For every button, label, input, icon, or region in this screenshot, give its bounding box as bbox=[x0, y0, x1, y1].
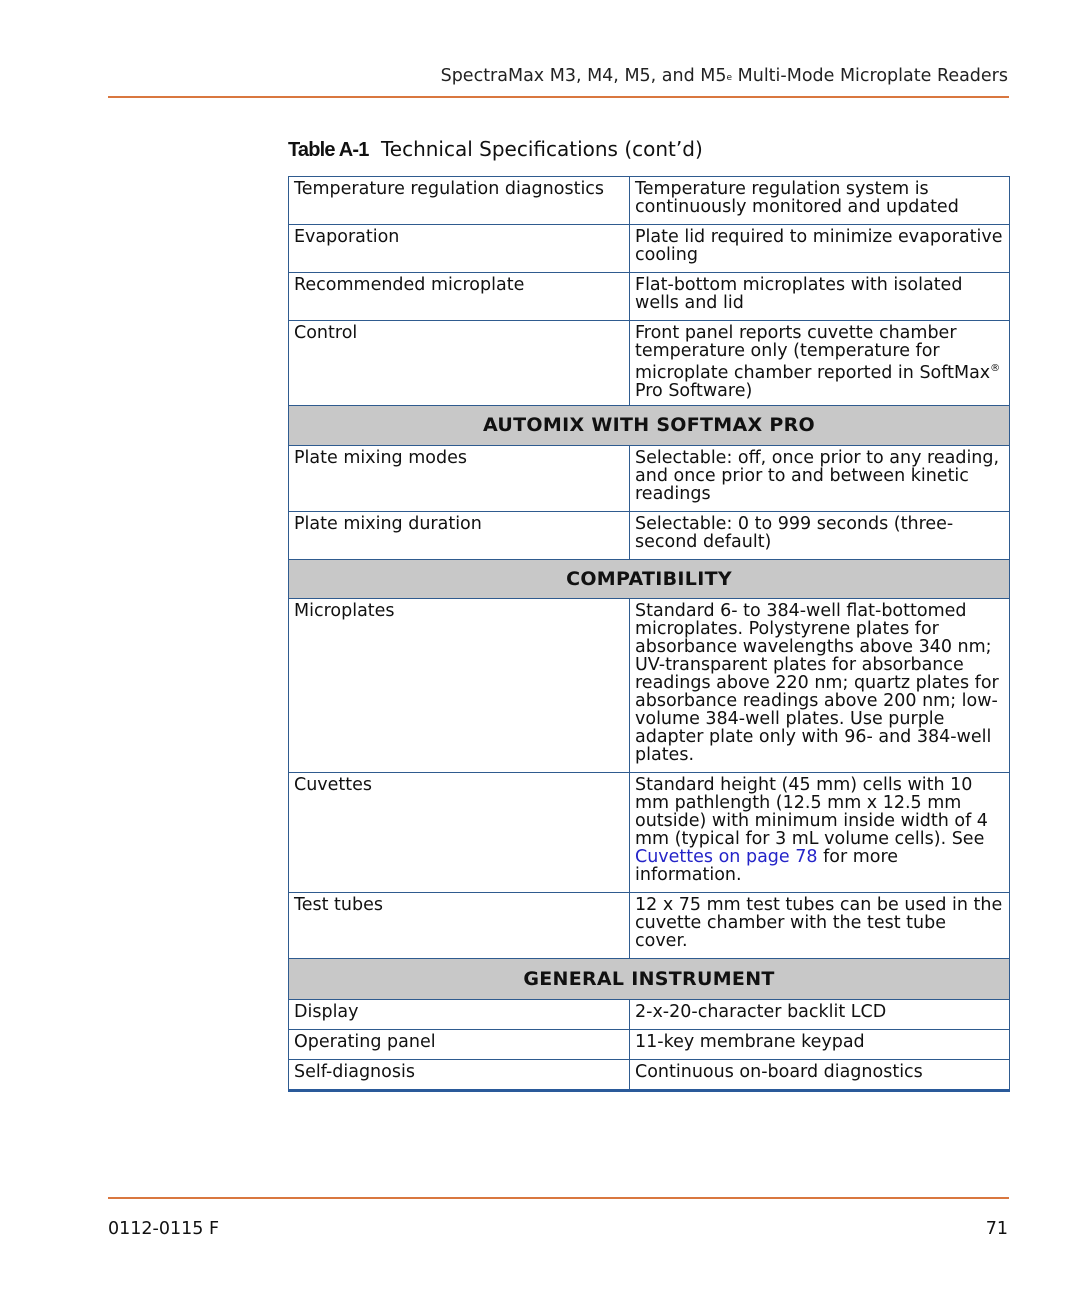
spec-label: Plate mixing duration bbox=[289, 511, 630, 559]
spec-label: Operating panel bbox=[289, 1029, 630, 1059]
spec-label: Microplates bbox=[289, 598, 630, 772]
spec-table bbox=[288, 176, 1010, 1092]
table-caption bbox=[288, 137, 703, 162]
spec-value bbox=[630, 321, 1010, 406]
table-row bbox=[289, 892, 1010, 958]
spec-value: Selectable: 0 to 999 seconds (three-second default) bbox=[630, 511, 1010, 559]
table-caption-title: Technical Specifications (cont’d) bbox=[380, 137, 703, 161]
document-number: 0112-0115 F bbox=[108, 1219, 220, 1239]
spec-value: Temperature regulation system is continuously monitored and updated bbox=[630, 177, 1010, 225]
cuvettes-page-link[interactable]: Cuvettes on page 78 bbox=[635, 846, 818, 867]
header-rule bbox=[108, 96, 1009, 98]
table-row bbox=[289, 1059, 1010, 1090]
table-row bbox=[289, 999, 1010, 1029]
table-caption-label: Table A-1 bbox=[288, 139, 369, 161]
page-number: 71 bbox=[985, 1219, 1008, 1239]
spec-label: Temperature regulation diagnostics bbox=[289, 177, 630, 225]
spec-value-text: Pro Software) bbox=[635, 380, 753, 401]
running-header bbox=[441, 66, 1008, 86]
spec-value bbox=[630, 772, 1010, 892]
header-title-rest: Multi-Mode Microplate Readers bbox=[732, 66, 1008, 86]
spec-value: Selectable: off, once prior to any reading, and once prior to and between kinetic readings bbox=[630, 445, 1010, 511]
spec-value-text: for more information. bbox=[635, 846, 899, 885]
spec-value: 11-key membrane keypad bbox=[630, 1029, 1010, 1059]
table-row bbox=[289, 511, 1010, 559]
header-title-main: SpectraMax M3, M4, M5, and M5 bbox=[440, 66, 727, 86]
section-title: GENERAL INSTRUMENT bbox=[289, 958, 1010, 999]
spec-label: Evaporation bbox=[289, 225, 630, 273]
spec-label: Plate mixing modes bbox=[289, 445, 630, 511]
spec-label: Control bbox=[289, 321, 630, 406]
table-row bbox=[289, 321, 1010, 406]
table-row bbox=[289, 772, 1010, 892]
section-header-automix bbox=[289, 405, 1010, 445]
spec-value: Flat-bottom microplates with isolated wells and lid bbox=[630, 273, 1010, 321]
header-title-superscript: e bbox=[726, 73, 733, 83]
spec-value: 12 x 75 mm test tubes can be used in the cuvette chamber with the test tube cover. bbox=[630, 892, 1010, 958]
footer-rule bbox=[108, 1197, 1009, 1199]
table-row bbox=[289, 225, 1010, 273]
section-header-general-instrument bbox=[289, 958, 1010, 999]
section-title: COMPATIBILITY bbox=[289, 559, 1010, 598]
table-row bbox=[289, 1029, 1010, 1059]
table-row bbox=[289, 445, 1010, 511]
spec-label: Test tubes bbox=[289, 892, 630, 958]
section-header-compatibility bbox=[289, 559, 1010, 598]
spec-label: Recommended microplate bbox=[289, 273, 630, 321]
spec-value: Continuous on-board diagnostics bbox=[630, 1059, 1010, 1090]
spec-value-text: Front panel reports cuvette chamber temperature only (temperature for microplate chamber reported in SoftMax bbox=[635, 323, 991, 383]
spec-label: Self-diagnosis bbox=[289, 1059, 630, 1090]
registered-mark: ® bbox=[990, 363, 1001, 374]
spec-value: Standard 6- to 384-well flat-bottomed microplates. Polystyrene plates for absorbance wavelengths above 340 nm; UV-transparent plates for absorbance readings above 220 nm; quartz plates for absorbance readings above 200 nm; low-volume 384-well plates. Use purple adapter plate only with 96- and 384-well plates. bbox=[630, 598, 1010, 772]
spec-value: 2-x-20-character backlit LCD bbox=[630, 999, 1010, 1029]
spec-label: Display bbox=[289, 999, 630, 1029]
table-row bbox=[289, 177, 1010, 225]
section-title: AUTOMIX WITH SOFTMAX PRO bbox=[289, 405, 1010, 445]
spec-value-text: Standard height (45 mm) cells with 10 mm pathlength (12.5 mm x 12.5 mm outside) with minimum inside width of 4 mm (typical for 3 mL volume cells). See bbox=[635, 774, 988, 849]
spec-label: Cuvettes bbox=[289, 772, 630, 892]
table-row bbox=[289, 273, 1010, 321]
spec-value: Plate lid required to minimize evaporative cooling bbox=[630, 225, 1010, 273]
table-row bbox=[289, 598, 1010, 772]
